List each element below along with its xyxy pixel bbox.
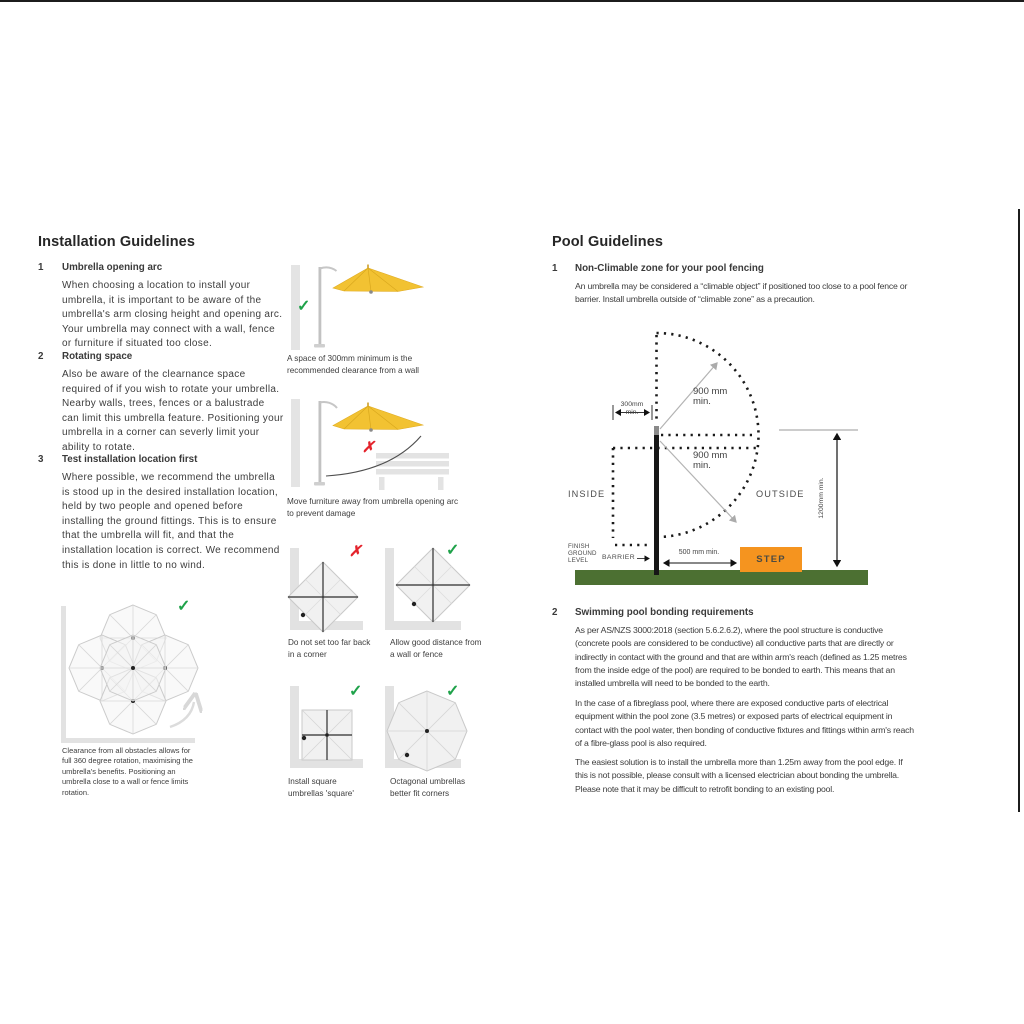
pool-item-2-head: Swimming pool bonding requirements <box>575 607 754 618</box>
umbrella-arm <box>320 402 337 408</box>
installation-item-3-head: Test installation location first <box>62 454 198 465</box>
wall-clearance-caption: A space of 300mm minimum is the recommended clearance from a wall <box>287 354 419 375</box>
octagonal-corner-illustration <box>383 683 488 778</box>
check-icon: ✓ <box>446 542 460 559</box>
rotation-clearance-figure <box>55 598 215 753</box>
octagonal-corner-figure <box>383 683 488 778</box>
rotation-clearance-caption: Clearance from all obstacles allows for full 360 degree rotation, maximising the umbrella's benefits. Positioning an umbrella close to a wall or fence limits rotation. <box>62 746 193 797</box>
umbrella-canopy <box>333 403 423 432</box>
rotation-arrow <box>170 702 194 727</box>
umbrella-base <box>314 482 325 486</box>
furniture-arc-illustration <box>286 392 481 497</box>
installation-item-1-num: 1 <box>38 262 44 273</box>
page-top-border <box>0 0 1024 2</box>
installation-item-3-body: Where possible, we recommend the umbrella is stood up in the desired installation location, held by two people and opened before installing the ground fittings. This is to ensure that the umbrella will fit, and that the installation location is correct. We recommend this is done in little to no wind. <box>62 472 280 571</box>
installation-item-1-body: When choosing a location to install your umbrella, it is important to be aware of the umbrella's arm closing height and opening arc. Your umbrella may connect with a wall, fence or furniture if situated too close. <box>62 280 283 350</box>
wall-horizontal <box>61 738 195 743</box>
square-install-illustration <box>286 683 381 778</box>
installation-item-1-head: Umbrella opening arc <box>62 262 163 273</box>
wall-vertical <box>385 548 394 626</box>
bench <box>376 453 449 490</box>
dim-900-lower-line2: min. <box>693 460 711 471</box>
installation-item-3-num: 3 <box>38 454 44 465</box>
umbrella-base <box>314 344 325 348</box>
dim-900-upper-line2: min. <box>693 396 711 407</box>
barrier-label: BARRIER <box>602 554 636 561</box>
corner-back-caption: Do not set too far back in a corner <box>288 638 371 659</box>
dim-500-label: 500 mm min. <box>678 549 720 556</box>
pool-item-2-paragraph-1: As per AS/NZS 3000:2018 (section 5.6.2.6.2), where the pool structure is conductive (concrete pools are considered to be conductive) all conductive parts that are directly or indirectly in contact with the ground and that are within arm's reach (defined as 1.25 metres from the inside edge of the pool) are required to be bonded to earth. This means that an installed umbrella will need to be bonded to the earth. <box>575 625 907 689</box>
installation-title: Installation Guidelines <box>38 234 195 250</box>
square-install-figure <box>286 683 381 778</box>
corner-distance-illustration <box>383 542 488 640</box>
outside-label: OUTSIDE <box>756 489 805 499</box>
wall-vertical <box>61 606 66 738</box>
corner-distance-caption: Allow good distance from a wall or fence <box>390 638 482 659</box>
installation-item-2-num: 2 <box>38 351 44 362</box>
check-icon: ✓ <box>349 683 363 700</box>
pool-item-1-body: An umbrella may be considered a “climable object” if positioned too close to a pool fence or barrier. Install umbrella outside of “climable zone” as a precaution. <box>575 281 908 305</box>
square-umbrella-top-view <box>302 710 352 760</box>
umbrella-canopy <box>333 265 423 294</box>
non-climbable-zone-outline <box>613 333 759 545</box>
furniture-arc-figure <box>286 392 481 497</box>
square-install-caption: Install square umbrellas 'square' <box>288 777 354 798</box>
cross-icon: ✗ <box>362 439 375 456</box>
page-right-border <box>1018 209 1020 812</box>
inside-label: INSIDE <box>568 489 606 499</box>
umbrella-mast <box>319 401 322 483</box>
dim-300-label-line1: 300mm <box>620 401 644 408</box>
wall-clearance-figure <box>286 258 481 358</box>
octagonal-umbrella-top-view <box>387 691 467 771</box>
pool-fence-diagram <box>560 325 880 590</box>
pool-item-2-paragraph-3: The easiest solution is to install the umbrella more than 1.25m away from the pool edge. If this is not possible, please consult with a licensed electrician about bonding the umbrella. Please note that it may be difficult to retrofit bonding to an existing pool. <box>575 757 903 794</box>
step-block: STEP <box>740 547 802 572</box>
ground-strip <box>575 570 868 585</box>
check-icon: ✓ <box>297 298 311 315</box>
wall-horizontal <box>385 621 461 630</box>
finish-ground-level-label: FINISH GROUND LEVEL <box>568 543 597 564</box>
dim-900-upper-line1: 900 mm <box>693 386 728 397</box>
barrier-post <box>654 426 659 575</box>
square-umbrella-diamond <box>396 548 470 622</box>
cross-icon: ✗ <box>349 543 362 560</box>
rotation-clearance-illustration <box>55 598 215 753</box>
pool-item-1-num: 1 <box>552 263 558 274</box>
dim-1200-label: 1200mm min. <box>818 477 825 519</box>
pool-title: Pool Guidelines <box>552 234 664 250</box>
installation-item-2-head: Rotating space <box>62 351 133 362</box>
furniture-arc-caption: Move furniture away from umbrella opening arc to prevent damage <box>287 497 459 518</box>
umbrella-mast <box>319 267 322 345</box>
wall <box>291 399 300 487</box>
corner-back-illustration <box>286 545 381 640</box>
dim-900-lower-line1: 900 mm <box>693 450 728 461</box>
wall-vertical <box>290 686 299 764</box>
corner-back-figure <box>286 545 381 640</box>
pool-item-2-paragraph-2: In the case of a fibreglass pool, where there are exposed conductive parts of electrical equipment within the pool zone (3.5 metres) or exposed parts of electrical equipment in contact with the pool water, then bonding of conductive fixtures and fittings within arm's reach of a fibre-glass pool is also required. <box>575 698 914 748</box>
installation-item-2-body: Also be aware of the clearnance space required of if you wish to rotate your umbrella. Nearby walls, trees, fences or a balustrade can limit this umbrella feature. Positioning your umbrella in a corner can severly limit your ability to rotate. <box>62 369 284 453</box>
umbrella-arm <box>320 267 337 271</box>
dim-300-label-line2: min. <box>625 409 639 416</box>
wall-clearance-illustration <box>286 258 481 358</box>
pool-item-1-head: Non-Climable zone for your pool fencing <box>575 263 764 274</box>
octagonal-corner-caption: Octagonal umbrellas better fit corners <box>390 777 466 798</box>
pool-item-2-num: 2 <box>552 607 558 618</box>
check-icon: ✓ <box>177 598 191 615</box>
corner-distance-figure <box>383 542 488 640</box>
check-icon: ✓ <box>446 683 460 700</box>
